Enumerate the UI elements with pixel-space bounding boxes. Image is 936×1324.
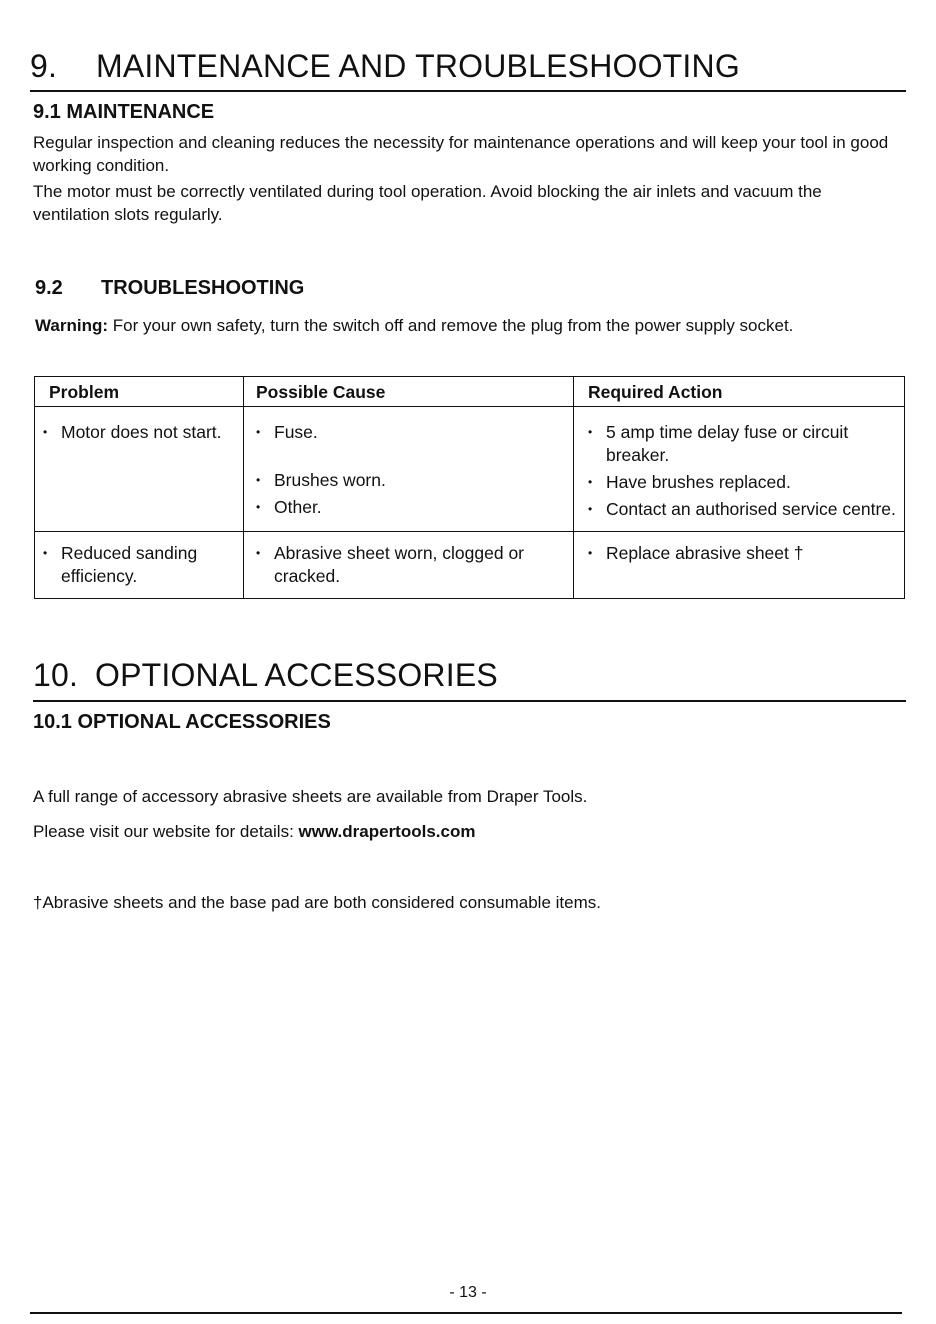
section-9-title: MAINTENANCE AND TROUBLESHOOTING <box>96 48 740 84</box>
cause-item: • Other. <box>256 496 565 519</box>
warning-label: Warning: <box>35 316 109 335</box>
table-row <box>35 532 905 599</box>
maintenance-paragraph-1: Regular inspection and cleaning reduces the necessity for maintenance operations and will keep your tool in good working condition. <box>33 133 889 175</box>
consumables-note: †Abrasive sheets and the base pad are both considered consumable items. <box>33 893 601 912</box>
header-problem: Problem <box>35 377 244 407</box>
cause-item: • Abrasive sheet worn, clogged or cracked. <box>256 542 565 588</box>
warning-text <box>35 312 825 339</box>
cause-cell <box>244 407 574 532</box>
section-10-number: 10. <box>33 657 79 693</box>
accessories-heading: 10.1 OPTIONAL ACCESSORIES <box>33 711 331 733</box>
cause-item: • Brushes worn. <box>256 469 565 492</box>
problem-item: • Reduced sanding efficiency. <box>43 542 235 588</box>
website-prefix: Please visit our website for details: <box>33 822 299 841</box>
problem-cell <box>35 532 244 599</box>
section-10-rule <box>33 700 906 702</box>
action-item: • Contact an authorised service centre. <box>588 498 896 521</box>
problem-cell <box>35 407 244 532</box>
table-header-row <box>35 377 905 407</box>
action-item: • 5 amp time delay fuse or circuit breaker. <box>588 421 896 467</box>
cause-cell <box>244 532 574 599</box>
troubleshooting-heading-title: TROUBLESHOOTING <box>101 277 305 299</box>
troubleshooting-table <box>34 376 905 599</box>
section-9-rule <box>30 90 906 92</box>
footer-rule <box>30 1312 902 1314</box>
action-cell <box>574 532 905 599</box>
action-item: • Replace abrasive sheet † <box>588 542 896 565</box>
warning-body: For your own safety, turn the switch off and remove the plug from the power supply socket. <box>108 316 794 335</box>
website-link[interactable]: www.drapertools.com <box>298 822 476 841</box>
troubleshooting-heading-number: 9.2 <box>35 277 63 299</box>
maintenance-heading: 9.1 MAINTENANCE <box>33 101 215 123</box>
problem-item: • Motor does not start. <box>43 421 235 444</box>
accessories-paragraph-1: A full range of accessory abrasive sheets are available from Draper Tools. <box>33 787 588 806</box>
action-item: • Have brushes replaced. <box>588 471 896 494</box>
section-10-title: OPTIONAL ACCESSORIES <box>95 657 498 693</box>
section-9-number: 9. <box>30 48 58 84</box>
section-10-heading <box>33 657 498 694</box>
header-required-action: Required Action <box>574 377 905 407</box>
header-possible-cause: Possible Cause <box>244 377 574 407</box>
section-9-heading <box>30 48 740 85</box>
table-row <box>35 407 905 532</box>
page-number: - 13 - <box>449 1284 487 1301</box>
cause-item: • Fuse. <box>256 421 565 444</box>
maintenance-paragraph-2: The motor must be correctly ventilated during tool operation. Avoid blocking the air inlets and vacuum the ventilation slots regularly. <box>33 182 822 224</box>
accessories-paragraph-2 <box>33 820 475 843</box>
action-cell <box>574 407 905 532</box>
troubleshooting-heading <box>35 277 304 300</box>
